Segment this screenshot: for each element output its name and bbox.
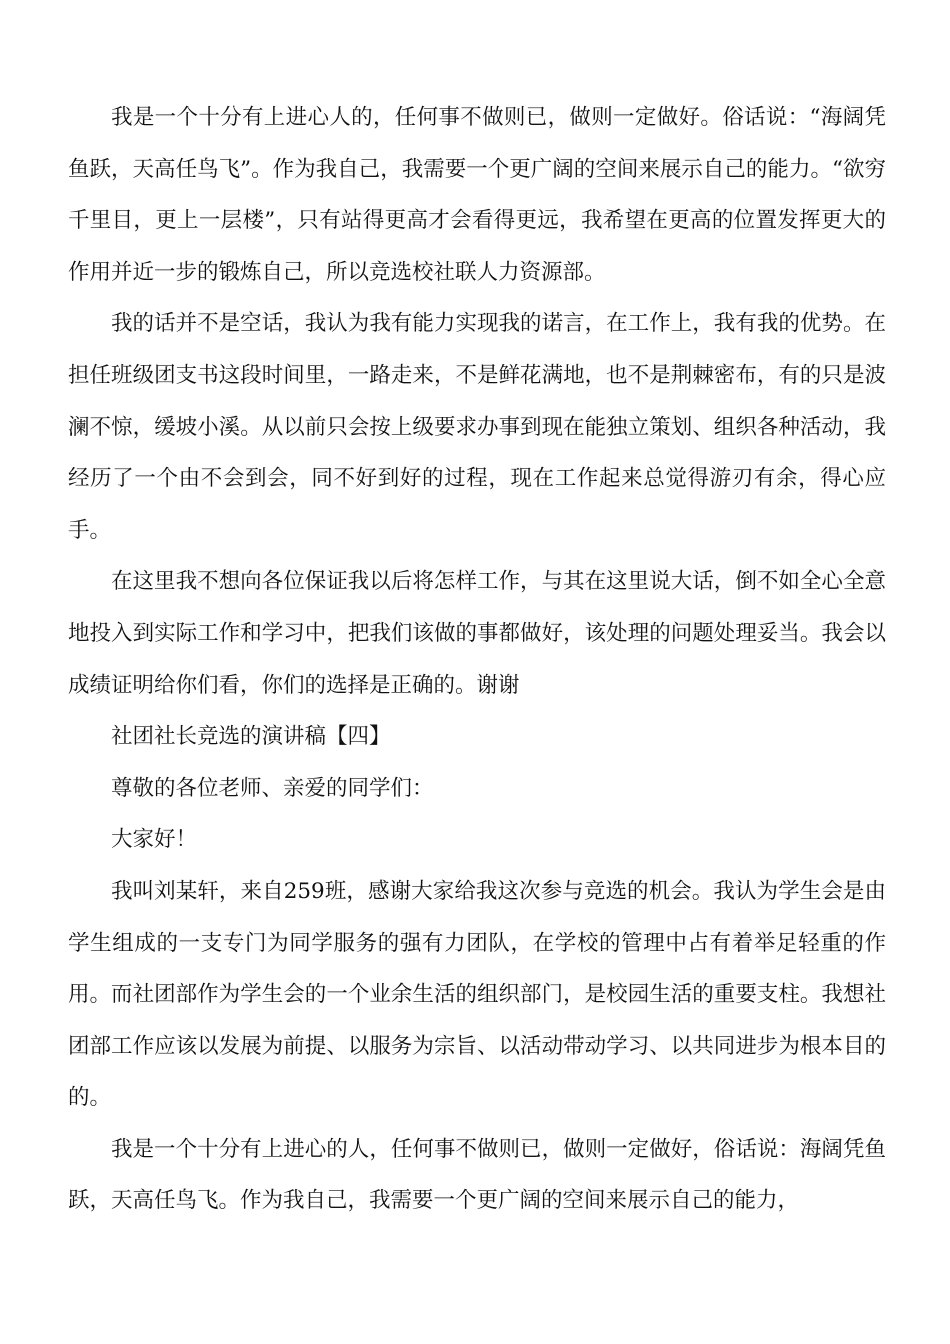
section-heading: 社团社长竞选的演讲稿【四】 xyxy=(111,724,391,750)
greeting: 大家好！ xyxy=(111,827,198,853)
paragraph: 我是一个十分有上进心的人，任何事不做则已，做则一定做好，俗话说：海阔凭鱼跃，天高任鸟飞。作为我自己，我需要一个更广阔的空间来展示自己的能力， xyxy=(68,1136,886,1214)
paragraph: 我叫刘某轩，来自259班，感谢大家给我这次参与竞选的机会。我认为学生会是由学生组成的一支专门为同学服务的强有力团队，在学校的管理中占有着举足轻重的作用。而社团部作为学生会的一个业余生活的组织部门，是校园生活的重要支柱。我想社团部工作应该以发展为前提、以服务为宗旨、以活动带动学习、以共同进步为根本目的的。 xyxy=(68,878,886,1111)
paragraph: 我是一个十分有上进心人的，任何事不做则已，做则一定做好。俗话说：“海阔凭鱼跃，天高任鸟飞”。作为我自己，我需要一个更广阔的空间来展示自己的能力。“欲穷千里目，更上一层楼”，只有站得更高才会看得更远，我希望在更高的位置发挥更大的作用并近一步的锻炼自己，所以竞选校社联人力资源部。 xyxy=(68,105,886,285)
document-body xyxy=(68,92,886,1227)
paragraph: 在这里我不想向各位保证我以后将怎样工作，与其在这里说大话，倒不如全心全意地投入到实际工作和学习中，把我们该做的事都做好，该处理的问题处理妥当。我会以成绩证明给你们看，你们的选择是正确的。谢谢 xyxy=(68,569,886,698)
paragraph: 我的话并不是空话，我认为我有能力实现我的诺言，在工作上，我有我的优势。在担任班级团支书这段时间里，一路走来，不是鲜花满地，也不是荆棘密布，有的只是波澜不惊，缓坡小溪。从以前只会按上级要求办事到现在能独立策划、组织各种活动，我经历了一个由不会到会，同不好到好的过程，现在工作起来总觉得游刃有余，得心应手。 xyxy=(68,311,886,543)
salutation: 尊敬的各位老师、亲爱的同学们： xyxy=(111,775,434,801)
